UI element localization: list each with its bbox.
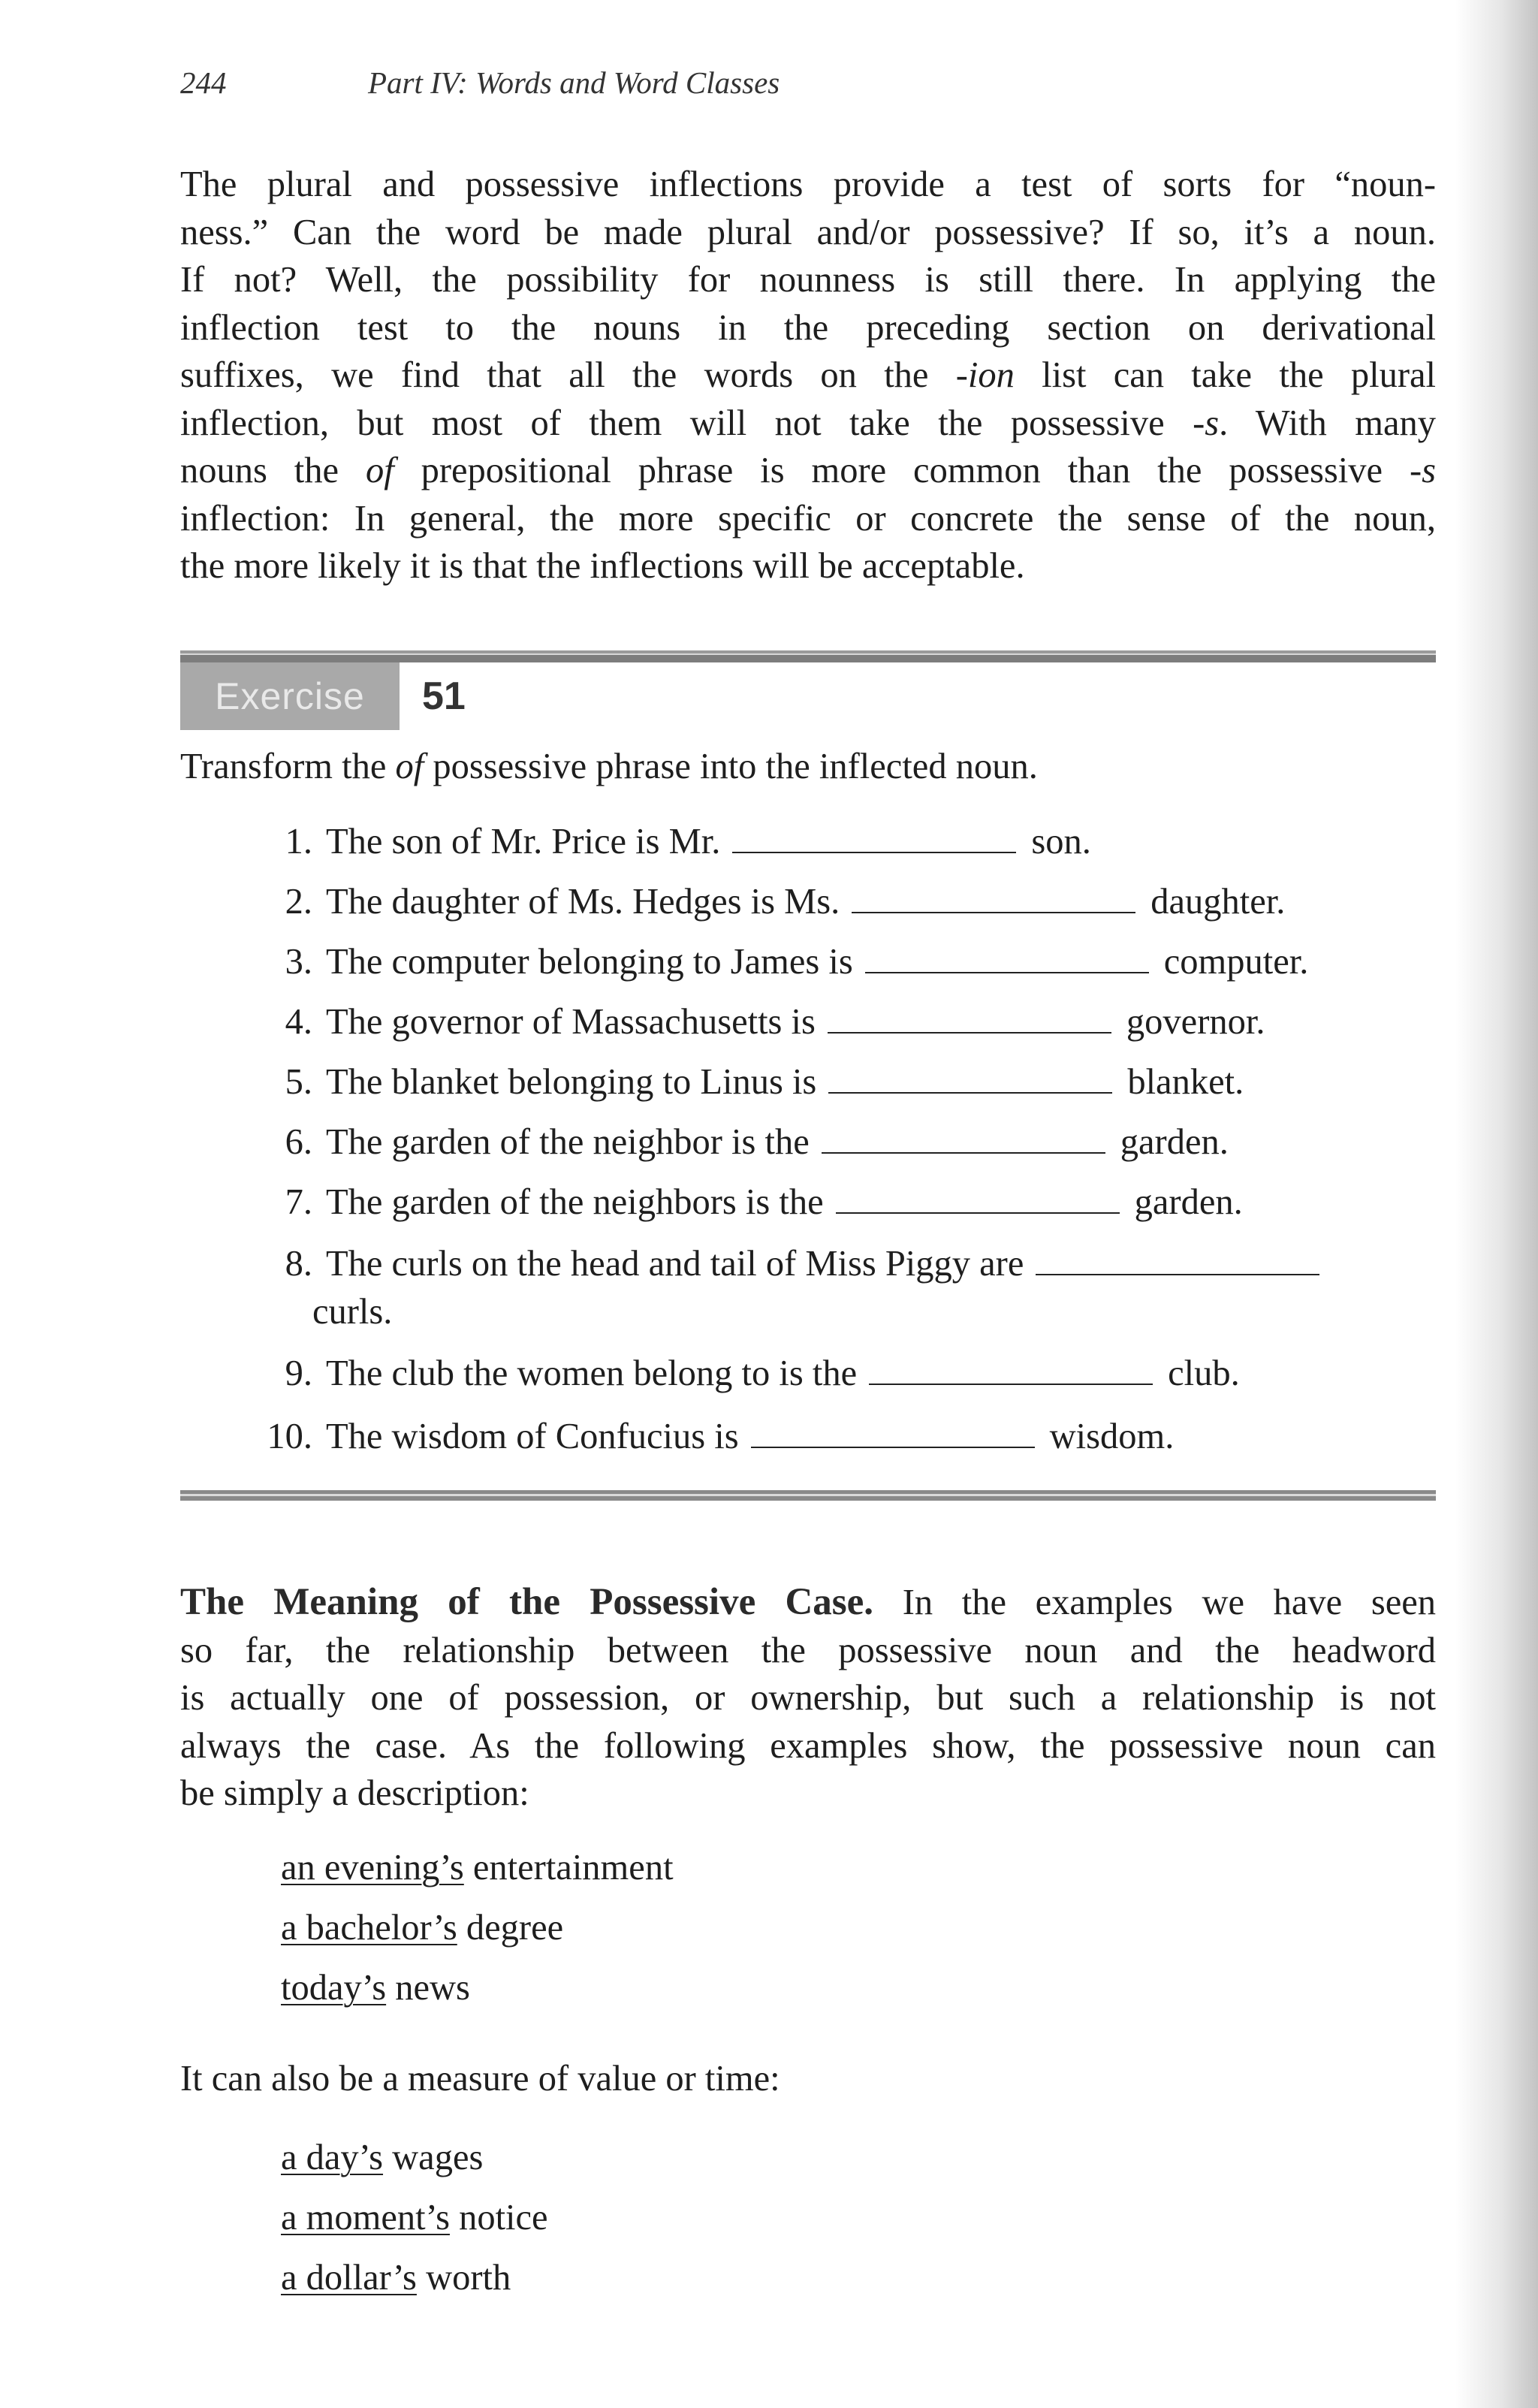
intro-text: . With many [1219,403,1436,443]
example-possessive: a dollar’s [281,2258,417,2298]
exercise-item [222,1414,1174,1460]
intro-line: inflection test to the nouns in the preceding section on derivational [180,307,1436,348]
intro-text: suffixes, we find that all the words on the [180,355,956,395]
item-text: The governor of Massachusetts is [326,1002,816,1042]
answer-blank[interactable] [822,1124,1105,1154]
item-text-after: governor. [1126,1002,1265,1042]
item-text: The garden of the neighbors is the [326,1182,824,1222]
exercise-item-continuation: curls. [312,1292,393,1332]
instruction-text: possessive phrase into the inflected noun. [424,747,1038,786]
example-phrase [281,2195,548,2241]
exercise-instruction [180,744,1038,790]
intro-line [180,400,1436,448]
item-number: 1. [285,822,312,862]
meaning-line: so far, the relationship between the possessive noun and the headword [180,1630,1436,1670]
meaning-line: always the case. As the following examples show, the possessive noun can [180,1725,1436,1766]
answer-blank[interactable] [828,1064,1112,1094]
intro-line: inflection: In general, the more specific or concrete the sense of the noun, [180,498,1436,539]
example-possessive: a day’s [281,2138,384,2177]
example-headword: notice [449,2198,548,2238]
intro-line: If not? Well, the possibility for nounness is still there. In applying the [180,260,1436,300]
item-number: 4. [285,1002,312,1042]
exercise-item [222,1179,1243,1226]
intro-line: the more likely it is that the inflections will be acceptable. [180,546,1025,586]
exercise-item [222,1059,1244,1106]
intro-italic-suffix: -ion [955,355,1015,395]
intro-line: The plural and possessive inflections provide a test of sorts for “noun- [180,164,1436,204]
exercise-label: Exercise [180,662,400,730]
page-number: 244 [180,65,227,100]
intro-text: inflection, but most of them will not take the possessive [180,403,1193,443]
exercise-item [222,1350,1240,1397]
item-text: The wisdom of Confucius is [326,1417,739,1456]
answer-blank[interactable] [869,1355,1153,1385]
item-number: 6. [285,1122,312,1162]
example-possessive: an evening’s [281,1848,464,1887]
answer-blank[interactable] [865,943,1149,973]
answer-blank[interactable] [751,1418,1035,1448]
example-phrase [281,2135,483,2181]
answer-blank[interactable] [852,883,1135,913]
intro-line [180,447,1436,495]
page-edge-shadow [1455,0,1538,2408]
meaning-text: In the examples we have seen [902,1583,1437,1622]
item-text: The daughter of Ms. Hedges is Ms. [326,882,840,922]
exercise-item [222,819,1091,865]
item-text: The garden of the neighbor is the [326,1122,810,1162]
item-text: The son of Mr. Price is Mr. [326,822,721,862]
example-possessive: a moment’s [281,2198,450,2238]
instruction-text: Transform the [180,747,396,786]
exercise-item [222,939,1308,985]
running-title: Part IV: Words and Word Classes [368,65,780,100]
intro-text: prepositional phrase is more common than the possessive [394,451,1410,490]
exercise-item [222,999,1265,1046]
answer-blank[interactable] [828,1003,1111,1034]
item-number: 8. [285,1244,312,1284]
example-phrase [281,1905,563,1951]
item-number: 3. [285,942,312,982]
example-headword: entertainment [463,1848,674,1887]
item-number: 2. [285,882,312,922]
item-text: The computer belonging to James is [326,942,853,982]
exercise-item [222,1241,1334,1287]
exercise-bottom-rule [180,1490,1436,1501]
answer-blank[interactable] [1036,1245,1319,1275]
example-phrase [281,2255,511,2301]
example-possessive: a bachelor’s [281,1908,457,1948]
item-text: The curls on the head and tail of Miss Piggy are [326,1244,1024,1284]
item-number: 10. [267,1417,312,1456]
meaning-line: be simply a description: [180,1773,529,1813]
section-run-in-heading: The Meaning of the Possessive Case. [180,1581,874,1623]
item-number: 7. [285,1182,312,1222]
intro-paragraph [180,161,1436,590]
item-text-after: blanket. [1127,1062,1244,1102]
item-text-after: club. [1168,1353,1240,1393]
intro-line [180,352,1436,400]
intro-text: nouns the [180,451,366,490]
example-headword: worth [416,2258,511,2298]
meaning-line [180,1579,1436,1627]
item-text-after: garden. [1120,1122,1229,1162]
measure-intro: It can also be a measure of value or time: [180,2059,780,2099]
exercise-number: 51 [422,674,466,718]
item-text-after: daughter. [1150,882,1286,922]
intro-line: ness.” Can the word be made plural and/or possessive? If so, it’s a noun. [180,212,1436,252]
item-text-after: son. [1031,822,1091,862]
answer-blank[interactable] [732,823,1016,853]
intro-italic-suffix: -s [1409,451,1436,490]
example-headword: degree [457,1908,564,1948]
item-text: The club the women belong to is the [326,1353,858,1393]
meaning-line: is actually one of possession, or ownership, but such a relationship is not [180,1678,1436,1718]
example-headword: news [386,1968,470,2008]
instruction-italic-of: of [395,747,424,786]
exercise-item [222,1119,1229,1166]
item-text-after: wisdom. [1049,1417,1175,1456]
intro-italic-suffix: -s [1193,403,1220,443]
intro-text: list can take the plural [1014,355,1436,395]
intro-italic-of: of [365,451,394,490]
example-possessive: today’s [281,1968,387,2008]
meaning-paragraph [180,1579,1436,1818]
item-text: The blanket belonging to Linus is [326,1062,817,1102]
item-number: 9. [285,1353,312,1393]
item-number: 5. [285,1062,312,1102]
example-phrase [281,1845,674,1891]
running-head [180,65,780,101]
example-headword: wages [383,2138,484,2177]
item-text-after: garden. [1134,1182,1243,1222]
item-text-after: computer. [1163,942,1309,982]
exercise-top-rule [180,650,1436,662]
exercise-item [222,879,1285,925]
example-phrase [281,1965,470,2011]
answer-blank[interactable] [836,1184,1120,1214]
